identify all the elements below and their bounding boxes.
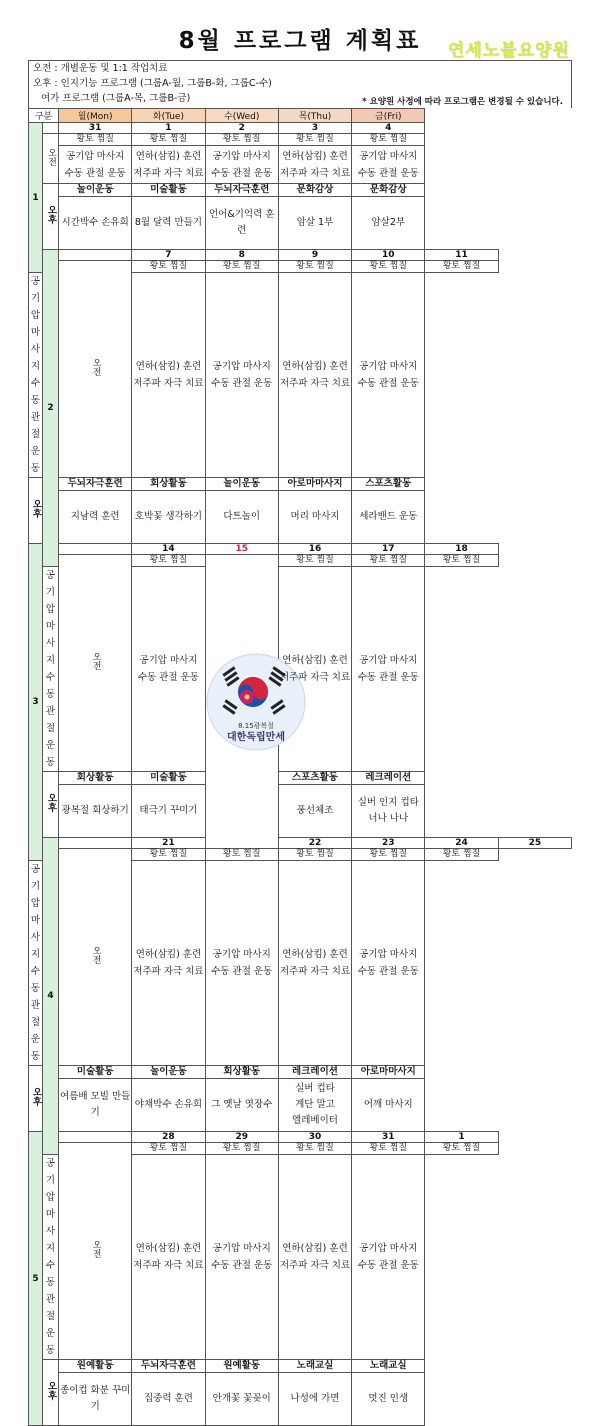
afternoon-activity-cell bbox=[59, 197, 132, 250]
morning-activity-line2: 수동 관절 운동 bbox=[357, 1260, 419, 1271]
afternoon-activity-cell bbox=[59, 785, 132, 838]
morning-activity-cell bbox=[132, 1155, 205, 1360]
afternoon-category-row bbox=[29, 1360, 572, 1373]
morning-activity-line1: 공기압 마사지 bbox=[45, 570, 56, 666]
afternoon-activity-cell bbox=[278, 197, 351, 250]
morning-activity-line1: 공기압 마사지 bbox=[212, 150, 271, 162]
am-label-text: 오전 bbox=[90, 652, 101, 670]
morning-activity-line2: 저주파 자극 치료 bbox=[133, 966, 204, 977]
date-cell: 2 bbox=[205, 123, 278, 134]
morning-sub-cell: 황토 찜질 bbox=[205, 1143, 278, 1155]
afternoon-activity-line: 멋진 인생 bbox=[368, 1393, 409, 1404]
morning-activity-cell bbox=[278, 1155, 351, 1360]
morning-activity-line1: 공기압 마사지 bbox=[359, 361, 418, 372]
afternoon-activity-cell bbox=[205, 197, 278, 250]
am-label-text: 오전 bbox=[46, 147, 56, 166]
pm-label bbox=[43, 184, 59, 250]
morning-activity-line1: 공기압 마사지 bbox=[212, 949, 271, 960]
date-row-spacer bbox=[43, 123, 59, 134]
header-row bbox=[29, 109, 572, 123]
morning-activity-line2: 저주파 자극 치료 bbox=[133, 378, 204, 389]
morning-activity-cell bbox=[278, 146, 351, 184]
afternoon-activity-line: 실버 인지 컵타 bbox=[357, 797, 419, 808]
morning-activity-cell bbox=[278, 567, 351, 772]
morning-activity-cell bbox=[278, 861, 351, 1066]
week-date-row bbox=[29, 838, 572, 849]
date-row-spacer bbox=[59, 1132, 132, 1143]
afternoon-activity-cell bbox=[278, 491, 351, 544]
afternoon-category-cell: 놀이운동 bbox=[59, 184, 132, 197]
afternoon-activity-line: 암살 1부 bbox=[296, 217, 334, 228]
afternoon-activity-line: 8월 달력 만들기 bbox=[134, 217, 203, 228]
date-cell: 14 bbox=[132, 544, 205, 555]
morning-activity-cell bbox=[29, 861, 43, 1066]
afternoon-activity-row bbox=[29, 491, 572, 544]
morning-activity-line1: 공기압 마사지 bbox=[359, 949, 418, 960]
am-label bbox=[59, 1143, 132, 1360]
morning-activity-line1: 연하(삼킴) 훈련 bbox=[135, 150, 202, 162]
morning-activity-line1: 연하(삼킴) 훈련 bbox=[282, 150, 348, 162]
morning-sub-cell: 황토 찜질 bbox=[425, 1143, 498, 1155]
schedule-table bbox=[28, 108, 572, 1426]
afternoon-category-cell: 회상활동 bbox=[205, 1066, 278, 1079]
morning-activity-cell bbox=[29, 273, 43, 478]
morning-activity-cell bbox=[43, 1155, 59, 1360]
afternoon-activity-line: 안개꽃 꽃꽂이 bbox=[212, 1393, 271, 1404]
morning-activity-cell bbox=[205, 273, 278, 478]
afternoon-activity-line: 태극기 꾸미기 bbox=[139, 805, 198, 816]
afternoon-activity-line: 여름배 모빌 만들기 bbox=[60, 1091, 131, 1118]
afternoon-activity-cell bbox=[59, 1373, 132, 1426]
date-cell: 3 bbox=[278, 123, 351, 134]
date-row-spacer bbox=[59, 838, 132, 849]
week-number: 5 bbox=[29, 1132, 43, 1426]
morning-activity-cell bbox=[278, 273, 351, 478]
morning-activity-line2: 수동 관절 운동 bbox=[211, 966, 273, 977]
afternoon-category-cell: 레크레이션 bbox=[352, 772, 425, 785]
morning-activity-line2: 수동 관절 운동 bbox=[357, 167, 419, 179]
afternoon-category-cell: 스포츠활동 bbox=[352, 478, 425, 491]
morning-activity-line2: 수동 관절 운동 bbox=[357, 672, 419, 683]
afternoon-activity-line: 지남력 훈련 bbox=[70, 511, 120, 522]
date-cell: 18 bbox=[425, 544, 498, 555]
info-box bbox=[28, 60, 572, 108]
afternoon-activity-line: 너나 나나 bbox=[368, 813, 409, 824]
brand-logo-text: 연세노블요양원 bbox=[448, 41, 570, 61]
info-afternoon: 오후 : 인지기능 프로그램 (그룹A-월, 그룹B-화, 그룹C-수) bbox=[33, 78, 272, 89]
afternoon-activity-cell bbox=[132, 197, 205, 250]
week-date-row bbox=[29, 250, 572, 261]
afternoon-activity-cell bbox=[132, 491, 205, 544]
morning-activity-line1: 연하(삼킴) 훈련 bbox=[282, 1243, 348, 1254]
header-day-tue: 화(Tue) bbox=[132, 109, 205, 123]
date-cell: 31 bbox=[59, 123, 132, 134]
afternoon-activity-cell bbox=[278, 785, 351, 838]
date-cell: 8 bbox=[205, 250, 278, 261]
date-cell: 17 bbox=[352, 544, 425, 555]
afternoon-activity-cell bbox=[205, 491, 278, 544]
page-title: 8월 프로그램 계획표 bbox=[178, 28, 422, 54]
afternoon-activity-line: 나성에 가면 bbox=[290, 1393, 340, 1404]
afternoon-activity-line: 어깨 마사지 bbox=[363, 1099, 413, 1110]
morning-sub-cell: 황토 찜질 bbox=[352, 261, 425, 273]
morning-activity-line1: 공기압 마사지 bbox=[66, 150, 125, 162]
afternoon-category-cell: 두뇌자극훈련 bbox=[205, 184, 278, 197]
afternoon-activity-line: 호박꽃 생각하기 bbox=[134, 511, 203, 522]
morning-activity-line2: 저주파 자극 치료 bbox=[133, 167, 204, 179]
date-cell: 7 bbox=[132, 250, 205, 261]
morning-sub-row bbox=[29, 555, 572, 567]
morning-sub-row bbox=[29, 1143, 572, 1155]
afternoon-activity-row bbox=[29, 1373, 572, 1426]
morning-activity-line1: 공기압 마사지 bbox=[139, 655, 198, 666]
morning-activity-cell bbox=[132, 146, 205, 184]
am-label bbox=[43, 134, 59, 184]
date-cell: 29 bbox=[205, 1132, 278, 1143]
morning-activity-line1: 공기압 마사지 bbox=[212, 361, 271, 372]
morning-activity-line1: 연하(삼킴) 훈련 bbox=[135, 949, 202, 960]
morning-sub-cell: 황토 찜질 bbox=[132, 849, 205, 861]
morning-sub-cell: 황토 찜질 bbox=[132, 134, 205, 146]
morning-sub-cell: 황토 찜질 bbox=[352, 849, 425, 861]
afternoon-activity-cell bbox=[132, 1079, 205, 1132]
header-day-wed: 수(Wed) bbox=[205, 109, 278, 123]
morning-activity-line2: 수동 관절 운동 bbox=[357, 378, 419, 389]
date-row-spacer bbox=[59, 544, 132, 555]
holiday-flag-cell bbox=[205, 555, 285, 849]
afternoon-activity-cell bbox=[59, 491, 132, 544]
afternoon-category-cell: 아로마마사지 bbox=[278, 478, 351, 491]
week-date-row bbox=[29, 544, 572, 555]
morning-sub-row bbox=[29, 261, 572, 273]
am-label-text: 오전 bbox=[90, 946, 101, 964]
date-cell: 4 bbox=[352, 123, 425, 134]
date-cell: 21 bbox=[132, 838, 205, 849]
morning-activity-line2: 수동 관절 운동 bbox=[30, 966, 41, 1062]
afternoon-activity-cell bbox=[132, 1373, 205, 1426]
pm-label bbox=[43, 772, 59, 838]
date-cell: 1 bbox=[132, 123, 205, 134]
morning-activity-cell bbox=[352, 273, 425, 478]
afternoon-activity-line: 광복절 회상하기 bbox=[61, 805, 129, 816]
afternoon-category-cell: 스포츠활동 bbox=[278, 772, 351, 785]
holiday-caption-main: 대한독립만세 bbox=[226, 731, 285, 743]
info-morning: 오전 : 개별운동 및 1:1 작업치료 bbox=[33, 63, 168, 74]
morning-activity-line1: 공기압 마사지 bbox=[212, 1243, 271, 1254]
morning-activity-line2: 저주파 자극 치료 bbox=[279, 1260, 351, 1271]
morning-activity-line2: 수동 관절 운동 bbox=[211, 167, 273, 179]
date-cell: 10 bbox=[352, 250, 425, 261]
morning-activity-line1: 공기압 마사지 bbox=[359, 655, 418, 666]
morning-activity-line1: 연하(삼킴) 훈련 bbox=[135, 1243, 202, 1254]
afternoon-category-row bbox=[29, 1066, 572, 1079]
afternoon-activity-line: 야채박수 손유희 bbox=[134, 1099, 203, 1110]
pm-label bbox=[43, 1360, 59, 1426]
pm-label bbox=[29, 478, 43, 544]
afternoon-category-cell: 미술활동 bbox=[132, 772, 205, 785]
morning-activity-line2: 수동 관절 운동 bbox=[64, 167, 126, 179]
afternoon-category-cell: 레크레이션 bbox=[278, 1066, 351, 1079]
week-date-row bbox=[29, 123, 572, 134]
afternoon-category-cell: 아로마마사지 bbox=[352, 1066, 425, 1079]
morning-activity-cell bbox=[43, 567, 59, 772]
am-label-text: 오전 bbox=[90, 1240, 101, 1258]
afternoon-activity-line: 세라밴드 운동 bbox=[359, 511, 418, 522]
morning-activity-cell bbox=[205, 1155, 278, 1360]
afternoon-activity-row bbox=[29, 785, 572, 838]
morning-activity-line1: 연하(삼킴) 훈련 bbox=[282, 655, 348, 666]
morning-activity-line2: 수동 관절 운동 bbox=[45, 1260, 56, 1356]
afternoon-category-cell: 미술활동 bbox=[59, 1066, 132, 1079]
afternoon-activity-line: 언어&기억력 훈련 bbox=[208, 209, 275, 236]
date-cell: 24 bbox=[425, 838, 498, 849]
morning-sub-cell: 황토 찜질 bbox=[205, 849, 278, 861]
morning-activity-line1: 공기압 마사지 bbox=[30, 276, 41, 372]
morning-activity-line1: 공기압 마사지 bbox=[30, 864, 41, 960]
pm-label-text: 오후 bbox=[45, 1381, 57, 1400]
afternoon-category-cell: 두뇌자극훈련 bbox=[59, 478, 132, 491]
week-number: 2 bbox=[43, 250, 59, 567]
morning-sub-cell: 황토 찜질 bbox=[278, 849, 351, 861]
afternoon-category-cell: 원예활동 bbox=[205, 1360, 278, 1373]
morning-activity-cell bbox=[132, 567, 205, 772]
afternoon-activity-cell bbox=[278, 1079, 351, 1132]
afternoon-category-cell: 원예활동 bbox=[59, 1360, 132, 1373]
afternoon-activity-cell bbox=[132, 785, 205, 838]
morning-sub-cell: 황토 찜질 bbox=[278, 134, 351, 146]
morning-activity-cell bbox=[352, 1155, 425, 1360]
afternoon-activity-line: 다트놀이 bbox=[223, 511, 261, 522]
afternoon-activity-line: 집중력 훈련 bbox=[143, 1393, 193, 1404]
afternoon-activity-row bbox=[29, 197, 572, 250]
afternoon-category-cell: 놀이운동 bbox=[205, 478, 278, 491]
afternoon-activity-cell bbox=[352, 197, 425, 250]
morning-sub-row bbox=[29, 134, 572, 146]
morning-sub-cell: 황토 찜질 bbox=[352, 1143, 425, 1155]
morning-activity-line2: 저주파 자극 치료 bbox=[279, 167, 351, 179]
afternoon-category-cell: 문화감상 bbox=[278, 184, 351, 197]
morning-sub-row bbox=[29, 849, 572, 861]
header-corner: 구분 bbox=[29, 109, 59, 123]
morning-activity-cell bbox=[59, 146, 132, 184]
afternoon-activity-cell bbox=[352, 785, 425, 838]
date-cell: 1 bbox=[425, 1132, 498, 1143]
date-cell: 22 bbox=[278, 838, 351, 849]
afternoon-activity-line: 실버 컵타 bbox=[295, 1083, 335, 1094]
pm-label-text: 오후 bbox=[30, 499, 42, 518]
morning-activity-cell bbox=[132, 861, 205, 1066]
date-cell: 31 bbox=[352, 1132, 425, 1143]
morning-activity-line2: 저주파 자극 치료 bbox=[133, 1260, 204, 1271]
pm-label-text: 오후 bbox=[45, 205, 57, 224]
afternoon-category-cell: 미술활동 bbox=[132, 184, 205, 197]
date-cell: 28 bbox=[132, 1132, 205, 1143]
am-label bbox=[59, 261, 132, 478]
morning-sub-cell: 황토 찜질 bbox=[132, 1143, 205, 1155]
afternoon-category-row bbox=[29, 478, 572, 491]
morning-activity-row bbox=[29, 146, 572, 184]
morning-activity-cell bbox=[352, 861, 425, 1066]
morning-activity-line2: 수동 관절 운동 bbox=[211, 378, 273, 389]
week-number: 1 bbox=[29, 123, 43, 273]
afternoon-category-cell: 노래교실 bbox=[278, 1360, 351, 1373]
am-label bbox=[59, 555, 132, 772]
date-cell: 11 bbox=[425, 250, 498, 261]
afternoon-activity-cell bbox=[352, 1079, 425, 1132]
morning-sub-cell: 황토 찜질 bbox=[352, 555, 425, 567]
morning-sub-cell: 황토 찜질 bbox=[205, 134, 278, 146]
morning-activity-line2: 수동 관절 운동 bbox=[30, 378, 41, 474]
morning-activity-cell bbox=[352, 567, 425, 772]
morning-activity-line2: 수동 관절 운동 bbox=[211, 1260, 273, 1271]
afternoon-category-row bbox=[29, 772, 572, 785]
morning-activity-line2: 저주파 자극 치료 bbox=[279, 966, 351, 977]
morning-sub-cell: 황토 찜질 bbox=[59, 134, 132, 146]
morning-sub-cell: 황토 찜질 bbox=[278, 1143, 351, 1155]
morning-sub-cell: 황토 찜질 bbox=[278, 261, 351, 273]
pm-label bbox=[29, 1066, 43, 1132]
date-cell: 9 bbox=[278, 250, 351, 261]
morning-activity-line1: 공기압 마사지 bbox=[359, 150, 418, 162]
morning-activity-line1: 연하(삼킴) 훈련 bbox=[282, 361, 348, 372]
afternoon-category-cell: 노래교실 bbox=[352, 1360, 425, 1373]
afternoon-activity-line: 시간박수 손유희 bbox=[61, 217, 129, 228]
afternoon-category-cell: 회상활동 bbox=[59, 772, 132, 785]
morning-activity-line1: 공기압 마사지 bbox=[359, 1243, 418, 1254]
morning-activity-cell bbox=[352, 146, 425, 184]
date-row-spacer bbox=[59, 250, 132, 261]
pm-label-text: 오후 bbox=[30, 1087, 42, 1106]
afternoon-activity-cell bbox=[352, 1373, 425, 1426]
morning-sub-cell: 황토 찜질 bbox=[278, 555, 351, 567]
morning-activity-line2: 수동 관절 운동 bbox=[357, 966, 419, 977]
week-date-row bbox=[29, 1132, 572, 1143]
morning-activity-cell bbox=[205, 861, 278, 1066]
am-label bbox=[59, 849, 132, 1066]
morning-activity-line2: 저주파 자극 치료 bbox=[279, 378, 351, 389]
afternoon-category-row bbox=[29, 184, 572, 197]
morning-activity-line1: 공기압 마사지 bbox=[45, 1158, 56, 1254]
info-leisure: 여가 프로그램 (그룹A-목, 그룹B-금) bbox=[41, 93, 191, 104]
afternoon-activity-line: 풍선체조 bbox=[296, 805, 334, 816]
afternoon-activity-row bbox=[29, 1079, 572, 1132]
date-cell: 30 bbox=[278, 1132, 351, 1143]
date-cell: 16 bbox=[278, 544, 351, 555]
morning-sub-cell: 황토 찜질 bbox=[132, 555, 205, 567]
morning-activity-cell bbox=[132, 273, 205, 478]
week-number: 4 bbox=[43, 838, 59, 1155]
morning-sub-cell: 황토 찜질 bbox=[425, 261, 498, 273]
morning-sub-cell: 황토 찜질 bbox=[352, 134, 425, 146]
info-notice: * 요양원 사정에 따라 프로그램은 변경될 수 있습니다. bbox=[362, 97, 563, 107]
holiday-caption-small: 8.15광복절 bbox=[237, 721, 274, 730]
afternoon-activity-line: 머리 마사지 bbox=[290, 511, 340, 522]
afternoon-activity-cell bbox=[278, 1373, 351, 1426]
morning-activity-line1: 연하(삼킴) 훈련 bbox=[135, 361, 202, 372]
morning-activity-line2: 저주파 자극 치료 bbox=[279, 672, 351, 683]
morning-sub-cell: 황토 찜질 bbox=[205, 261, 278, 273]
afternoon-category-cell: 두뇌자극훈련 bbox=[132, 1360, 205, 1373]
header-day-mon: 월(Mon) bbox=[59, 109, 132, 123]
afternoon-activity-cell bbox=[205, 1079, 278, 1132]
am-label-text: 오전 bbox=[90, 358, 101, 376]
date-cell: 23 bbox=[352, 838, 425, 849]
morning-activity-line2: 수동 관절 운동 bbox=[45, 672, 56, 768]
afternoon-activity-cell bbox=[59, 1079, 132, 1132]
morning-activity-line2: 수동 관절 운동 bbox=[137, 672, 199, 683]
week-number: 3 bbox=[29, 544, 43, 861]
header-day-fri: 금(Fri) bbox=[352, 109, 425, 123]
morning-activity-line1: 연하(삼킴) 훈련 bbox=[282, 949, 348, 960]
afternoon-activity-line: 계단 말고 bbox=[295, 1099, 335, 1110]
afternoon-activity-cell bbox=[205, 1373, 278, 1426]
afternoon-activity-line: 그 옛날 엿장수 bbox=[211, 1099, 273, 1110]
pm-label-text: 오후 bbox=[45, 793, 57, 812]
header-day-thu: 목(Thu) bbox=[278, 109, 351, 123]
date-cell: 25 bbox=[498, 838, 571, 849]
afternoon-activity-line: 종이컵 화분 꾸미기 bbox=[60, 1385, 131, 1412]
morning-sub-cell: 황토 찜질 bbox=[425, 849, 498, 861]
afternoon-activity-cell bbox=[352, 491, 425, 544]
morning-activity-cell bbox=[205, 146, 278, 184]
afternoon-category-cell: 놀이운동 bbox=[132, 1066, 205, 1079]
afternoon-category-cell: 회상활동 bbox=[132, 478, 205, 491]
morning-sub-cell: 황토 찜질 bbox=[425, 555, 498, 567]
date-cell: 15 bbox=[205, 544, 278, 555]
afternoon-category-cell: 문화감상 bbox=[352, 184, 425, 197]
afternoon-activity-line: 엘레베이터 bbox=[292, 1115, 338, 1126]
morning-sub-cell: 황토 찜질 bbox=[132, 261, 205, 273]
afternoon-activity-line: 암살2부 bbox=[371, 217, 406, 228]
